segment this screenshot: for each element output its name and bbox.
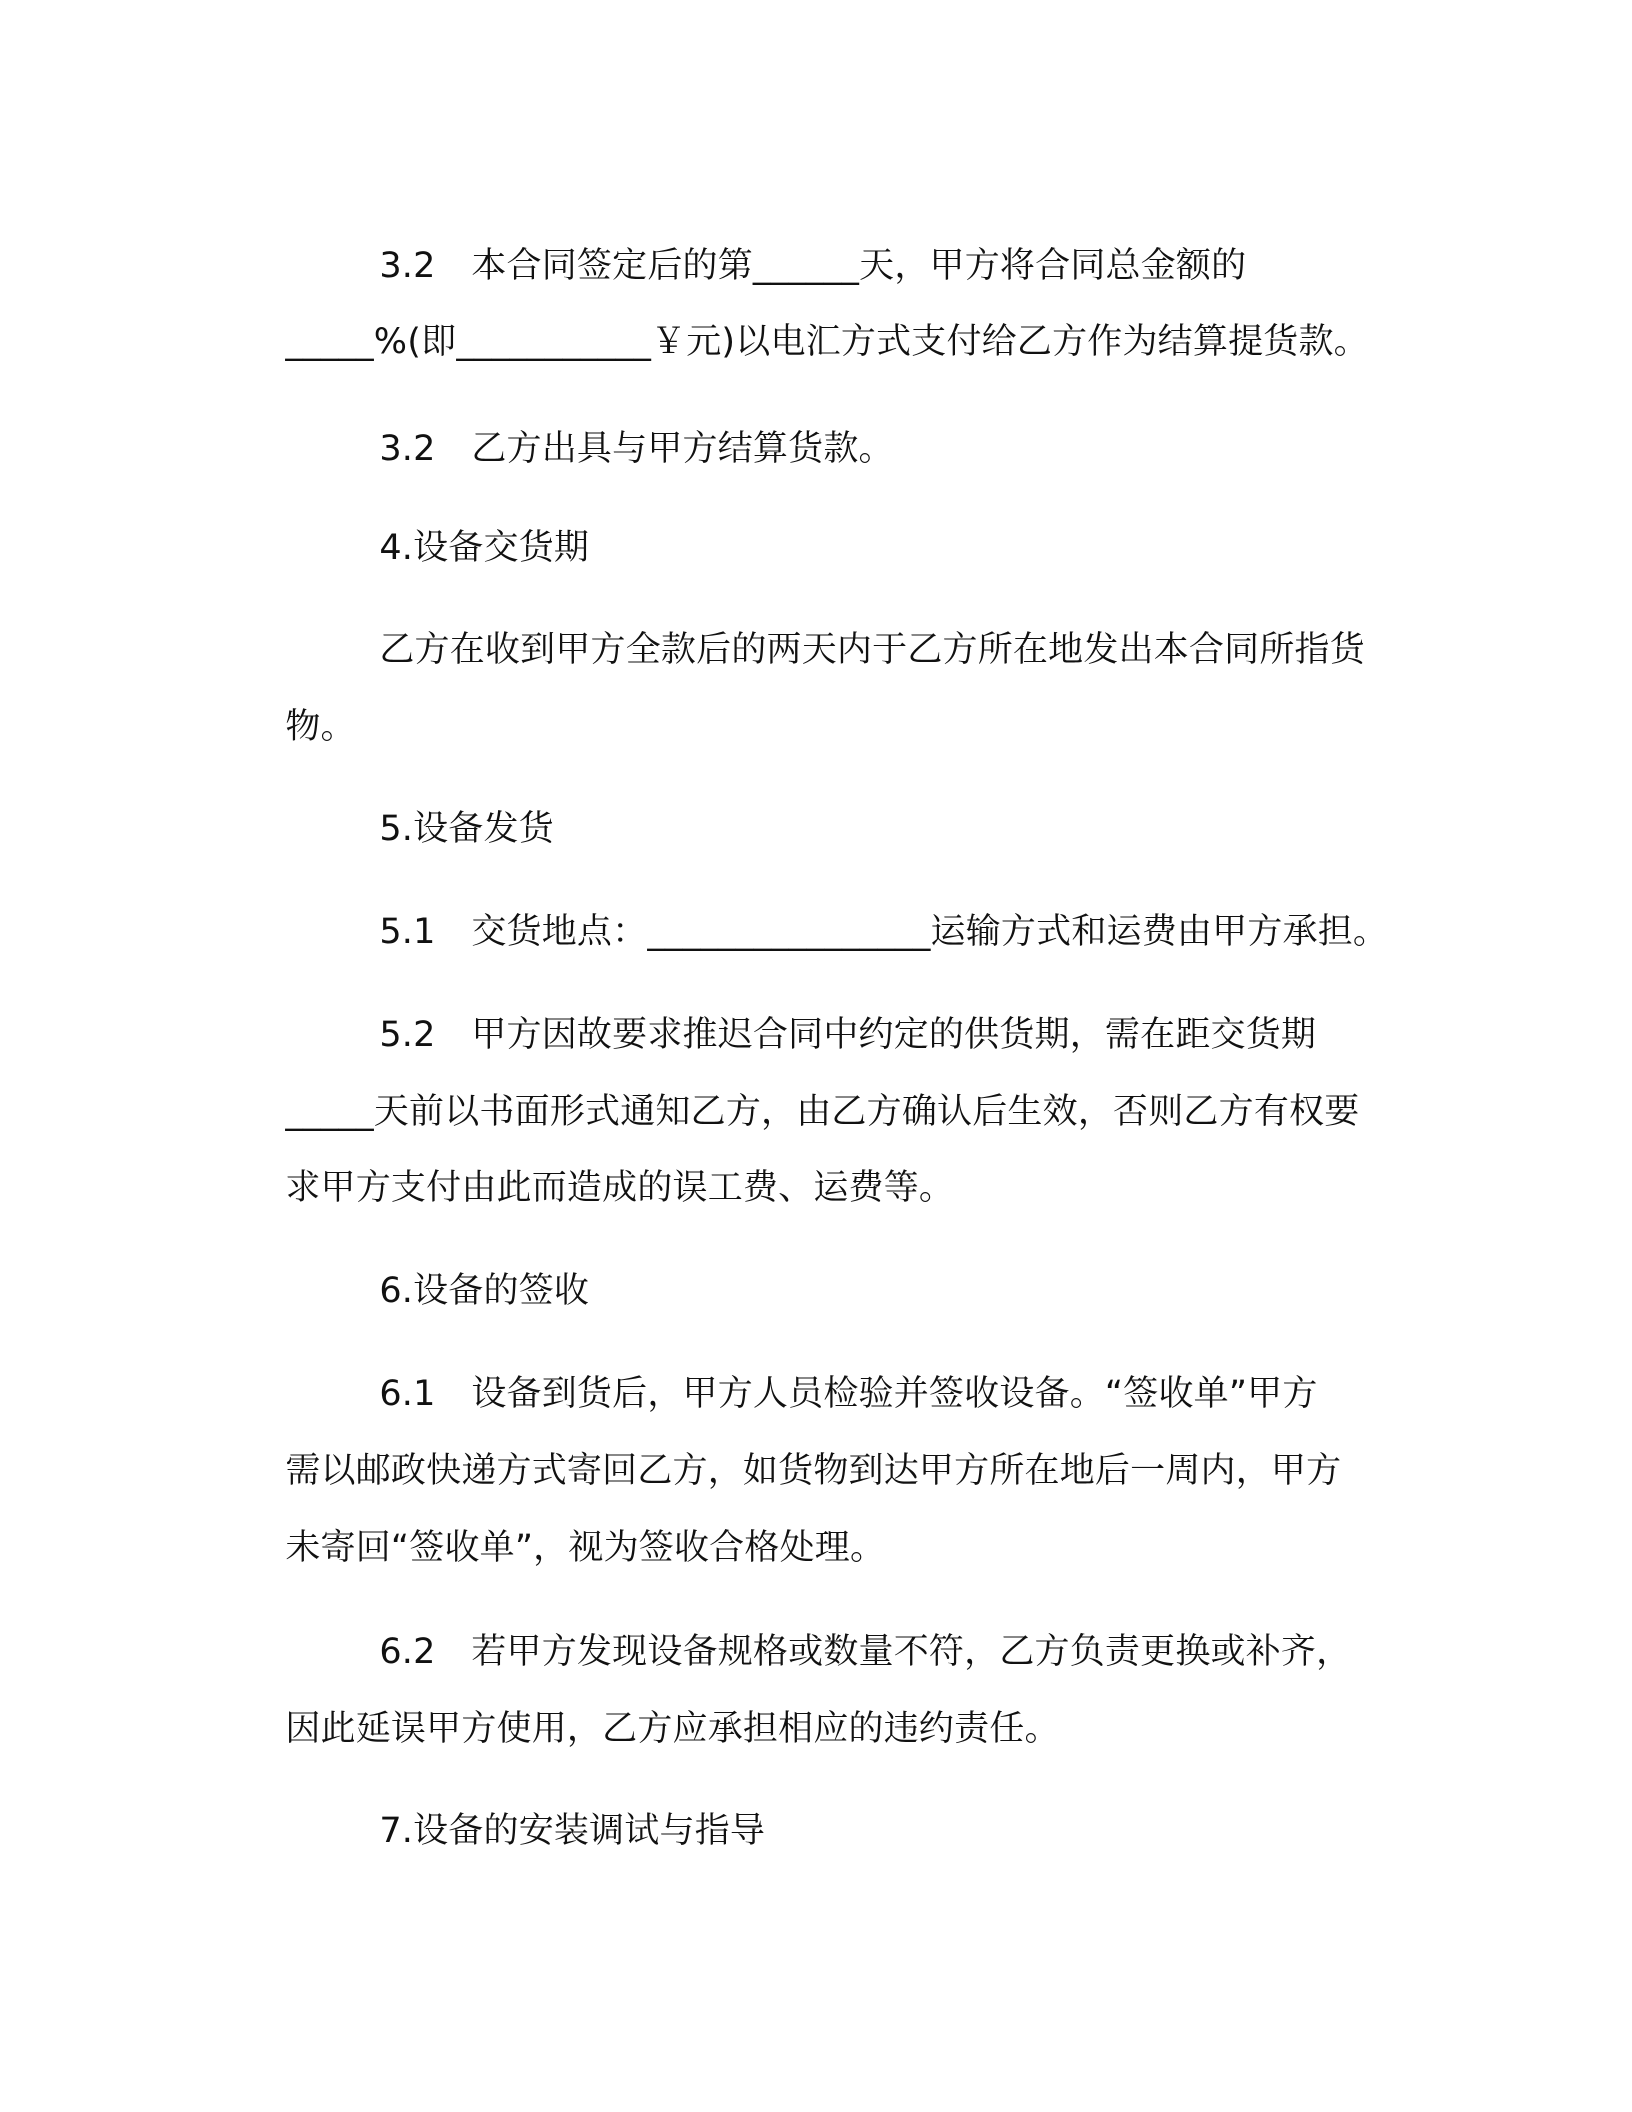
clause-text: _____%(即___________￥元)以电汇方式支付给乙方作为结算提货款。 — [285, 322, 1369, 362]
clause-number: 6.2 — [379, 1632, 436, 1672]
clause-number: 5.2 — [379, 1015, 436, 1055]
section-heading-7 — [334, 1759, 765, 1903]
clause-text: _____天前以书面形式通知乙方，由乙方确认后生效，否则乙方有权要 — [285, 1092, 1360, 1132]
clause-number: 5.1 — [379, 912, 436, 952]
paragraph-text: 物。 — [285, 707, 356, 747]
paragraph-text: 乙方在收到甲方全款后的两天内于乙方所在地发出本合同所指货 — [379, 630, 1365, 670]
clause-text: 因此延误甲方使用，乙方应承担相应的违约责任。 — [285, 1709, 1060, 1749]
clause-text: 求甲方支付由此而造成的误工费、运费等。 — [285, 1168, 955, 1208]
clause-number: 3.2 — [379, 246, 436, 286]
section-heading-text: 6.设备的签收 — [379, 1271, 590, 1311]
clause-text: 乙方出具与甲方结算货款。 — [471, 429, 894, 469]
section-heading-text: 7.设备的安装调试与指导 — [379, 1811, 766, 1851]
clause-text: 需以邮政快递方式寄回乙方，如货物到达甲方所在地后一周内，甲方 — [285, 1451, 1342, 1491]
clause-text: 本合同签定后的第______天，甲方将合同总金额的 — [471, 246, 1247, 286]
clause-number: 6.1 — [379, 1374, 436, 1414]
clause-text: 甲方因故要求推迟合同中约定的供货期，需在距交货期 — [471, 1015, 1317, 1055]
clause-text: 未寄回“签收单”，视为签收合格处理。 — [285, 1528, 886, 1568]
clause-number: 3.2 — [379, 429, 436, 469]
clause-text: 设备到货后，甲方人员检验并签收设备。“签收单”甲方 — [471, 1374, 1318, 1414]
section-heading-text: 5.设备发货 — [379, 809, 554, 849]
section-heading-text: 4.设备交货期 — [379, 528, 590, 568]
section-4-paragraph-line-1 — [334, 578, 1365, 722]
clause-text: 交货地点：________________运输方式和运费由甲方承担。 — [471, 912, 1389, 952]
clause-text: 若甲方发现设备规格或数量不符，乙方负责更换或补齐， — [471, 1632, 1352, 1672]
